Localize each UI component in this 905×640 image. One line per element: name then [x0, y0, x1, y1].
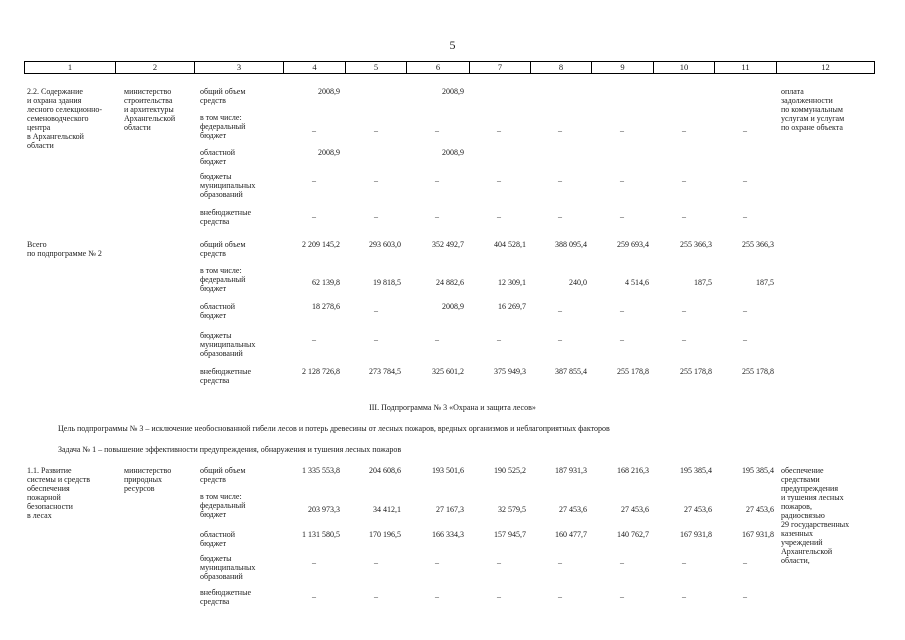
row_total-line-1-c8: 240,0 [569, 278, 587, 287]
row_2_2-line-1-c4: – [312, 126, 316, 135]
row_2_2-line-4-c8: – [558, 212, 562, 221]
row_1_1-line-0-c9: 168 216,3 [617, 466, 649, 475]
row_1_1-line-3-c9: – [620, 558, 624, 567]
row_2_2-line-3-c6: – [435, 176, 439, 185]
row_2_2-line-1-c7: – [497, 126, 501, 135]
row_total-line-2-c10: – [682, 306, 686, 315]
row_2_2-line-4-c9: – [620, 212, 624, 221]
row_2_2-line-4-label: внебюджетные средства [200, 208, 251, 226]
row_2_2-line-2-label: областной бюджет [200, 148, 236, 166]
row_1_1-line-2-c5: 170 196,5 [369, 530, 401, 539]
row_1_1-line-3-c7: – [497, 558, 501, 567]
row_total-line-2-label: областной бюджет [200, 302, 236, 320]
task-text: Задача № 1 – повышение эффективности предупреждения, обнаружения и тушения лесных пожаров [58, 445, 402, 454]
row_1_1-line-4-c4: – [312, 592, 316, 601]
goal-text: Цель подпрограммы № 3 – исключение необоснованной гибели лесов и потерь древесины от лесных пожаров, вредных организмов и неблагоприятных факторов [58, 424, 610, 433]
row_total-line-2-c11: – [743, 306, 747, 315]
row_2_2-line-3-c9: – [620, 176, 624, 185]
row_total-line-4-c10: 255 178,8 [680, 367, 712, 376]
row_total-line-4-c4: 2 128 726,8 [302, 367, 340, 376]
row_2_2-line-1-c8: – [558, 126, 562, 135]
row_1_1-line-3-label: бюджеты муниципальных образований [200, 554, 256, 581]
row_1_1-col2-text: министерство природных ресурсов [124, 466, 172, 493]
row_total-line-4-c5: 273 784,5 [369, 367, 401, 376]
header-col-2: 2 [115, 61, 194, 74]
row_2_2-line-1-c9: – [620, 126, 624, 135]
row_1_1-line-1-c10: 27 453,6 [684, 505, 712, 514]
row_2_2-line-1-c6: – [435, 126, 439, 135]
row_total-line-1-c11: 187,5 [756, 278, 774, 287]
row_1_1-line-1-c9: 27 453,6 [621, 505, 649, 514]
row_2_2-line-3-c10: – [682, 176, 686, 185]
row_1_1-line-1-c7: 32 579,5 [498, 505, 526, 514]
row_total-line-3-c7: – [497, 335, 501, 344]
header-col-6: 6 [406, 61, 469, 74]
row_1_1-line-1-c11: 27 453,6 [746, 505, 774, 514]
row_1_1-line-2-c9: 140 762,7 [617, 530, 649, 539]
header-col-9: 9 [591, 61, 653, 74]
row_2_2-line-2-c6: 2008,9 [442, 148, 464, 157]
row_1_1-line-4-c8: – [558, 592, 562, 601]
row_1_1-line-2-c8: 160 477,7 [555, 530, 587, 539]
row_2_2-line-1-label: в том числе: федеральный бюджет [200, 113, 246, 140]
row_1_1-line-1-c8: 27 453,6 [559, 505, 587, 514]
row_total-line-0-c6: 352 492,7 [432, 240, 464, 249]
row_total-line-2-c8: – [558, 306, 562, 315]
row_2_2-line-3-c7: – [497, 176, 501, 185]
row_1_1-line-2-c10: 167 931,8 [680, 530, 712, 539]
row_total-line-1-c4: 62 139,8 [312, 278, 340, 287]
row_1_1-line-4-c6: – [435, 592, 439, 601]
row_1_1-line-0-c11: 195 385,4 [742, 466, 774, 475]
row_total-line-3-c4: – [312, 335, 316, 344]
row_1_1-line-2-c11: 167 931,8 [742, 530, 774, 539]
row_total-line-1-label: в том числе: федеральный бюджет [200, 266, 246, 293]
row_1_1-line-0-c8: 187 931,3 [555, 466, 587, 475]
header-col-4: 4 [283, 61, 345, 74]
row_total-line-0-c4: 2 209 145,2 [302, 240, 340, 249]
row_1_1-line-3-c10: – [682, 558, 686, 567]
row_1_1-line-4-c7: – [497, 592, 501, 601]
row_total-col1-text: Всего по подпрограмме № 2 [27, 240, 102, 258]
row_1_1-line-3-c5: – [374, 558, 378, 567]
row_1_1-line-3-c4: – [312, 558, 316, 567]
row_1_1-line-4-c5: – [374, 592, 378, 601]
row_2_2-line-2-c4: 2008,9 [318, 148, 340, 157]
page-number: 5 [449, 38, 456, 52]
header-col-8: 8 [530, 61, 591, 74]
header-col-5: 5 [345, 61, 406, 74]
row_total-line-1-c9: 4 514,6 [625, 278, 649, 287]
row_1_1-line-1-c5: 34 412,1 [373, 505, 401, 514]
row_2_2-line-4-c6: – [435, 212, 439, 221]
row_total-line-4-label: внебюджетные средства [200, 367, 251, 385]
row_2_2-line-1-c11: – [743, 126, 747, 135]
row_2_2-line-1-c5: – [374, 126, 378, 135]
row_total-line-0-c9: 259 693,4 [617, 240, 649, 249]
row_total-line-3-c6: – [435, 335, 439, 344]
row_1_1-line-2-c7: 157 945,7 [494, 530, 526, 539]
row_total-line-0-c10: 255 366,3 [680, 240, 712, 249]
row_total-line-3-c9: – [620, 335, 624, 344]
row_2_2-line-3-label: бюджеты муниципальных образований [200, 172, 256, 199]
header-col-3: 3 [194, 61, 283, 74]
row_total-line-3-c5: – [374, 335, 378, 344]
row_2_2-col2-text: министерство строительства и архитектуры Архангельской области [124, 87, 176, 132]
row_1_1-line-0-label: общий объем средств [200, 466, 246, 484]
row_total-line-3-c10: – [682, 335, 686, 344]
row_total-line-0-c5: 293 603,0 [369, 240, 401, 249]
row_total-line-1-c7: 12 309,1 [498, 278, 526, 287]
row_total-line-3-label: бюджеты муниципальных образований [200, 331, 256, 358]
row_1_1-line-0-c10: 195 385,4 [680, 466, 712, 475]
row_1_1-line-4-c10: – [682, 592, 686, 601]
row_1_1-line-0-c7: 190 525,2 [494, 466, 526, 475]
row_1_1-line-1-c6: 27 167,3 [436, 505, 464, 514]
row_1_1-col12-text: обеспечение средствами предупреждения и тушения лесных пожаров, радиосвязью 29 государственных казенных учреждений Архангельской области, [781, 466, 850, 565]
row_2_2-line-3-c11: – [743, 176, 747, 185]
header-col-10: 10 [653, 61, 714, 74]
row_2_2-line-0-label: общий объем средств [200, 87, 246, 105]
row_1_1-line-4-label: внебюджетные средства [200, 588, 251, 606]
row_total-line-3-c11: – [743, 335, 747, 344]
row_total-line-2-c5: – [374, 306, 378, 315]
table-header-row [24, 61, 874, 73]
row_2_2-line-4-c11: – [743, 212, 747, 221]
row_total-line-1-c10: 187,5 [694, 278, 712, 287]
row_2_2-line-4-c7: – [497, 212, 501, 221]
row_1_1-line-1-c4: 203 973,3 [308, 505, 340, 514]
header-col-7: 7 [469, 61, 530, 74]
row_total-line-4-c8: 387 855,4 [555, 367, 587, 376]
header-col-12: 12 [776, 61, 875, 74]
row_total-line-0-c7: 404 528,1 [494, 240, 526, 249]
row_1_1-line-4-c11: – [743, 592, 747, 601]
row_total-line-4-c11: 255 178,8 [742, 367, 774, 376]
header-col-1: 1 [24, 61, 115, 74]
row_total-line-2-c7: 16 269,7 [498, 302, 526, 311]
row_2_2-line-3-c4: – [312, 176, 316, 185]
row_1_1-line-2-label: областной бюджет [200, 530, 236, 548]
row_2_2-line-4-c5: – [374, 212, 378, 221]
row_2_2-line-1-c10: – [682, 126, 686, 135]
row_total-line-2-c4: 18 278,6 [312, 302, 340, 311]
row_1_1-line-1-label: в том числе: федеральный бюджет [200, 492, 246, 519]
row_1_1-line-3-c8: – [558, 558, 562, 567]
row_2_2-line-4-c10: – [682, 212, 686, 221]
row_total-line-0-c8: 388 095,4 [555, 240, 587, 249]
row_total-line-3-c8: – [558, 335, 562, 344]
row_total-line-0-label: общий объем средств [200, 240, 246, 258]
row_1_1-line-3-c6: – [435, 558, 439, 567]
row_2_2-line-0-c4: 2008,9 [318, 87, 340, 96]
row_1_1-col1-text: 1.1. Развитие системы и средств обеспечения пожарной безопасности в лесах [27, 466, 91, 520]
row_2_2-col1-text: 2.2. Содержание и охрана здания лесного селекционно- семеноводческого центра в Архангельской области [27, 87, 103, 150]
row_1_1-line-2-c6: 166 334,3 [432, 530, 464, 539]
row_1_1-line-0-c5: 204 608,6 [369, 466, 401, 475]
row_2_2-line-3-c8: – [558, 176, 562, 185]
row_2_2-line-4-c4: – [312, 212, 316, 221]
row_1_1-line-2-c4: 1 131 580,5 [302, 530, 340, 539]
row_total-line-1-c6: 24 882,6 [436, 278, 464, 287]
header-col-11: 11 [714, 61, 776, 74]
row_total-line-2-c9: – [620, 306, 624, 315]
section-title: III. Подпрограмма № 3 «Охрана и защита лесов» [369, 403, 536, 412]
row_1_1-line-0-c4: 1 335 553,8 [302, 466, 340, 475]
row_total-line-4-c9: 255 178,8 [617, 367, 649, 376]
row_2_2-line-3-c5: – [374, 176, 378, 185]
row_2_2-line-0-c6: 2008,9 [442, 87, 464, 96]
row_2_2-col12-text: оплата задолженности по коммунальным услугам и услугам по охране объекта [781, 87, 845, 132]
row_total-line-4-c6: 325 601,2 [432, 367, 464, 376]
row_total-line-0-c11: 255 366,3 [742, 240, 774, 249]
row_1_1-line-0-c6: 193 501,6 [432, 466, 464, 475]
row_total-line-4-c7: 375 949,3 [494, 367, 526, 376]
row_1_1-line-3-c11: – [743, 558, 747, 567]
row_total-line-1-c5: 19 818,5 [373, 278, 401, 287]
row_total-line-2-c6: 2008,9 [442, 302, 464, 311]
row_1_1-line-4-c9: – [620, 592, 624, 601]
